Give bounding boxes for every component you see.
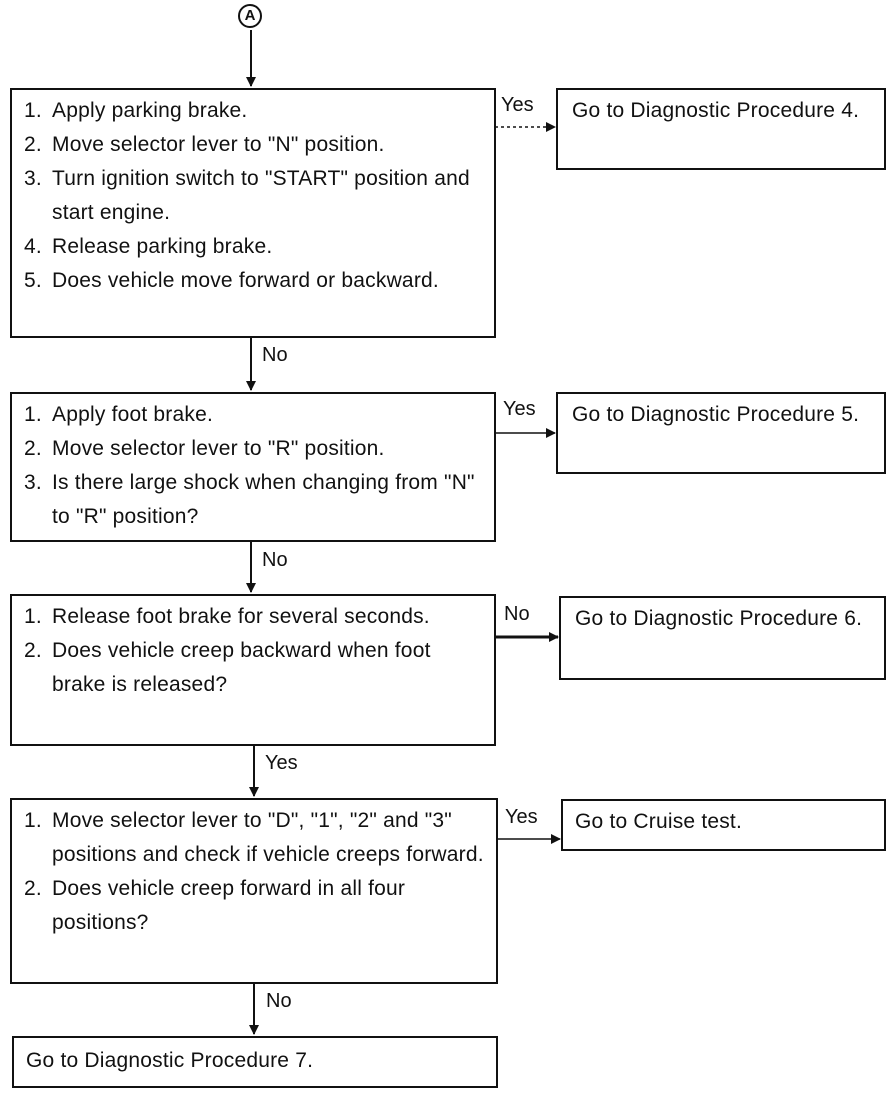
action-box-procedure-4: [556, 88, 886, 170]
step-text: Does vehicle creep forward in all four positions?: [52, 877, 406, 934]
action-text: Go to Diagnostic Procedure 4.: [572, 99, 860, 122]
instruction-step: 3. Is there large shock when changing from "N" to "R" position?: [24, 471, 475, 528]
decision-box-2: [10, 392, 496, 542]
instruction-step: 1. Release foot brake for several seconds.: [24, 605, 430, 628]
action-box-procedure-5: [556, 392, 886, 474]
instruction-step: 1. Move selector lever to "D", "1", "2" and "3" positions and check if vehicle creeps forward.: [24, 809, 484, 866]
branch-label-yes: Yes: [265, 752, 298, 774]
branch-label-yes: Yes: [505, 806, 538, 828]
step-text: Is there large shock when changing from "N" to "R" position?: [52, 471, 475, 528]
instruction-step: 4. Release parking brake.: [24, 235, 273, 258]
instruction-step: 1. Apply parking brake.: [24, 99, 248, 122]
action-box-cruise-test: [561, 799, 886, 851]
decision-box-4: [10, 798, 498, 984]
instruction-step: 3. Turn ignition switch to "START" position and start engine.: [24, 167, 470, 224]
step-text: Turn ignition switch to "START" position and start engine.: [52, 167, 470, 224]
step-text: Release parking brake.: [52, 235, 273, 258]
instruction-step: 2. Move selector lever to "N" position.: [24, 133, 385, 156]
step-text: Apply foot brake.: [52, 403, 213, 426]
step-text: Does vehicle move forward or backward.: [52, 269, 439, 292]
step-text: Apply parking brake.: [52, 99, 248, 122]
branch-label-no: No: [262, 549, 288, 571]
action-text: Go to Diagnostic Procedure 5.: [572, 403, 860, 426]
connector-marker-a: A: [238, 4, 262, 28]
action-box-procedure-7: [12, 1036, 498, 1088]
action-text: Go to Cruise test.: [575, 810, 742, 833]
branch-label-no: No: [262, 344, 288, 366]
branch-label-no: No: [504, 603, 530, 625]
instruction-step: 2. Does vehicle creep forward in all four positions?: [24, 877, 406, 934]
instruction-step: 1. Apply foot brake.: [24, 403, 213, 426]
step-text: Move selector lever to "D", "1", "2" and "3" positions and check if vehicle creeps forward.: [52, 809, 484, 866]
action-box-procedure-6: [559, 596, 886, 680]
decision-box-1: [10, 88, 496, 338]
instruction-step: 2. Does vehicle creep backward when foot brake is released?: [24, 639, 431, 696]
decision-box-3: [10, 594, 496, 746]
branch-label-no: No: [266, 990, 292, 1012]
branch-label-yes: Yes: [501, 94, 534, 116]
instruction-step: 2. Move selector lever to "R" position.: [24, 437, 385, 460]
action-text: Go to Diagnostic Procedure 7.: [26, 1049, 314, 1072]
step-text: Move selector lever to "N" position.: [52, 133, 385, 156]
step-text: Does vehicle creep backward when foot brake is released?: [52, 639, 431, 696]
step-text: Release foot brake for several seconds.: [52, 605, 430, 628]
instruction-step: 5. Does vehicle move forward or backward.: [24, 269, 439, 292]
step-text: Move selector lever to "R" position.: [52, 437, 385, 460]
branch-label-yes: Yes: [503, 398, 536, 420]
action-text: Go to Diagnostic Procedure 6.: [575, 607, 863, 630]
